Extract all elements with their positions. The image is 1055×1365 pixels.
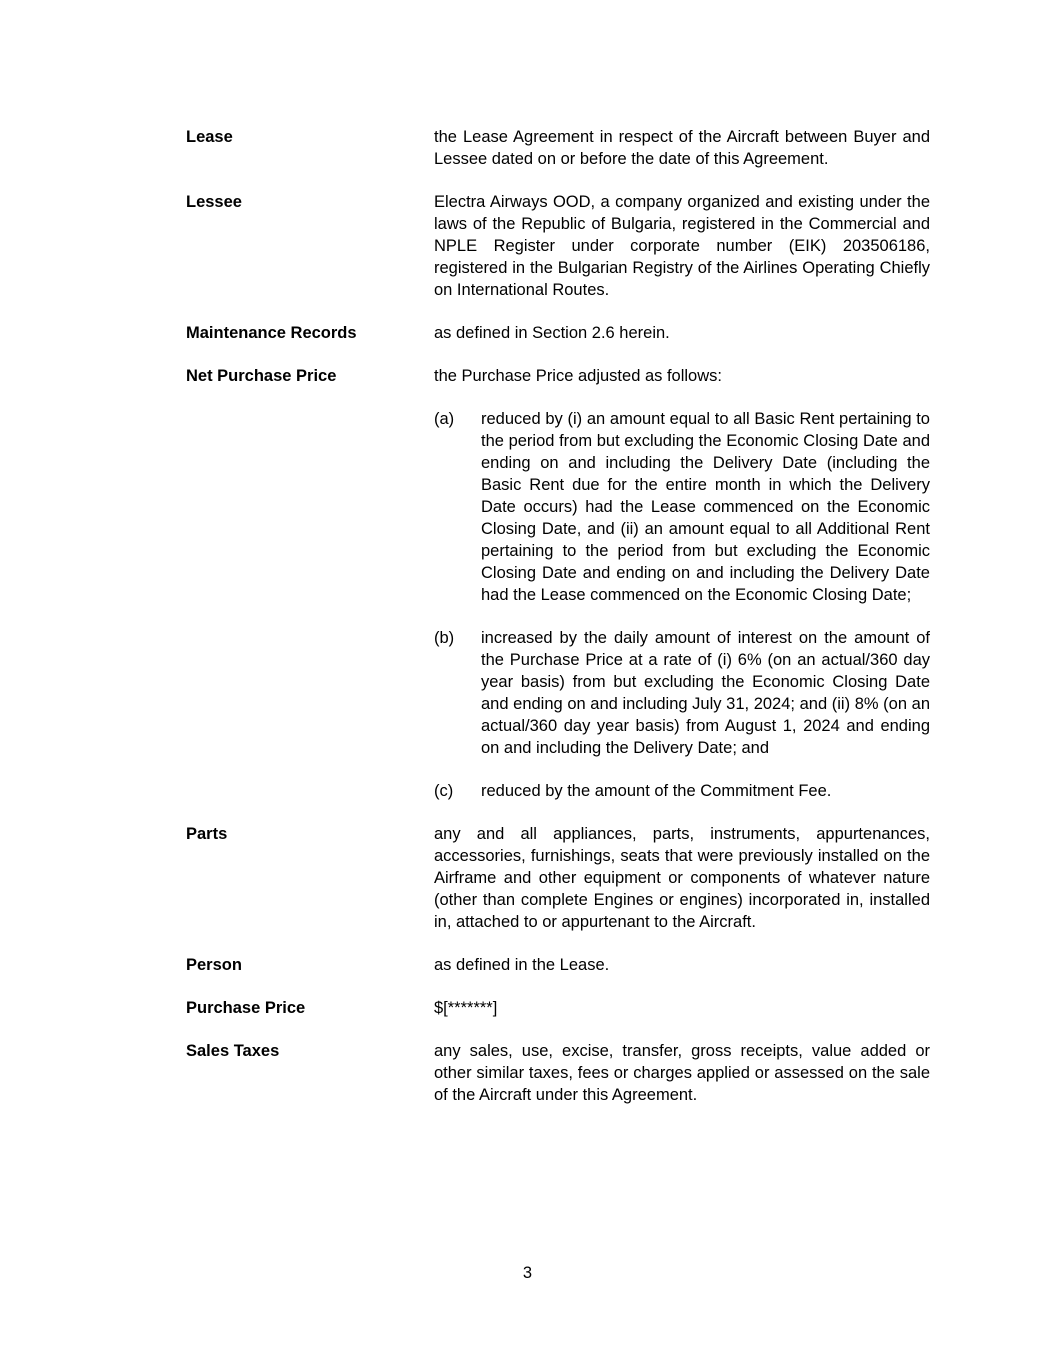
definition-row-sales-taxes bbox=[186, 1040, 930, 1106]
definition-term: Purchase Price bbox=[186, 999, 306, 1017]
definition-row-parts bbox=[186, 823, 930, 933]
definition-text: the Lease Agreement in respect of the Aircraft between Buyer and Lessee dated on or before the date of this Agreement. bbox=[434, 128, 930, 168]
definition-text: Electra Airways OOD, a company organized and existing under the laws of the Republic of Bulgaria, registered in the Commercial and NPLE Register under corporate number (EIK) 203506186, registered in the Bulgarian Registry of the Airlines Operating Chiefly on International Routes. bbox=[434, 193, 930, 299]
definition-row-lease bbox=[186, 126, 930, 170]
page-number: 3 bbox=[522, 1264, 533, 1282]
definition-body bbox=[434, 997, 930, 1019]
definition-row-net-purchase-price bbox=[186, 365, 930, 802]
definition-text: $[*******] bbox=[434, 999, 498, 1017]
definition-term: Sales Taxes bbox=[186, 1042, 280, 1060]
definition-subitem-a bbox=[434, 408, 930, 606]
page-footer bbox=[0, 1262, 1055, 1284]
definition-text: as defined in the Lease. bbox=[434, 956, 610, 974]
subitem-text: reduced by (i) an amount equal to all Basic Rent pertaining to the period from but excluding the Economic Closing Date and ending on and including the Delivery Date (including the Basic Rent due for the entire month in which the Delivery Date occurs) had the Lease commenced on the Economic Closing Date, and (ii) an amount equal to all Additional Rent pertaining to the period from but excluding the Economic Closing Date and ending on and including the Delivery Date had the Lease commenced on the Economic Closing Date; bbox=[481, 410, 930, 604]
definition-text: as defined in Section 2.6 herein. bbox=[434, 324, 670, 342]
definition-text: any and all appliances, parts, instruments, appurtenances, accessories, furnishings, seats that were previously installed on the Airframe and other equipment or components of whatever nature (other than complete Engines or engines) incorporated in, installed in, attached to or appurtenant to the Aircraft. bbox=[434, 825, 930, 931]
definition-subitem-b bbox=[434, 627, 930, 759]
definition-body bbox=[434, 322, 930, 344]
definition-term: Parts bbox=[186, 825, 228, 843]
definition-body bbox=[434, 823, 930, 933]
subitem-label: (b) bbox=[434, 629, 455, 647]
definition-term: Person bbox=[186, 956, 242, 974]
subitem-text: reduced by the amount of the Commitment Fee. bbox=[481, 782, 832, 800]
definitions-list bbox=[186, 126, 930, 1106]
subitem-label: (a) bbox=[434, 410, 455, 428]
definition-subitem-c bbox=[434, 780, 930, 802]
definition-row-maintenance-records bbox=[186, 322, 930, 344]
subitem-text: increased by the daily amount of interest on the amount of the Purchase Price at a rate of (i) 6% (on an actual/360 day year basis) from but excluding the Economic Closing Date and ending on and including July 31, 2024; and (ii) 8% (on an actual/360 day year basis) from August 1, 2024 and ending on and including the Delivery Date; and bbox=[481, 629, 930, 757]
definition-term: Lessee bbox=[186, 193, 242, 211]
definition-row-purchase-price bbox=[186, 997, 930, 1019]
definition-body bbox=[434, 954, 930, 976]
definition-text: the Purchase Price adjusted as follows: bbox=[434, 367, 722, 385]
definition-term: Lease bbox=[186, 128, 233, 146]
definition-body bbox=[434, 365, 930, 802]
definition-term: Maintenance Records bbox=[186, 324, 357, 342]
definition-term: Net Purchase Price bbox=[186, 367, 337, 385]
definition-row-person bbox=[186, 954, 930, 976]
definition-body bbox=[434, 1040, 930, 1106]
definition-row-lessee bbox=[186, 191, 930, 301]
subitem-label: (c) bbox=[434, 782, 454, 800]
definition-body bbox=[434, 126, 930, 170]
definition-text: any sales, use, excise, transfer, gross receipts, value added or other similar taxes, fees or charges applied or assessed on the sale of the Aircraft under this Agreement. bbox=[434, 1042, 930, 1104]
definition-body bbox=[434, 191, 930, 301]
